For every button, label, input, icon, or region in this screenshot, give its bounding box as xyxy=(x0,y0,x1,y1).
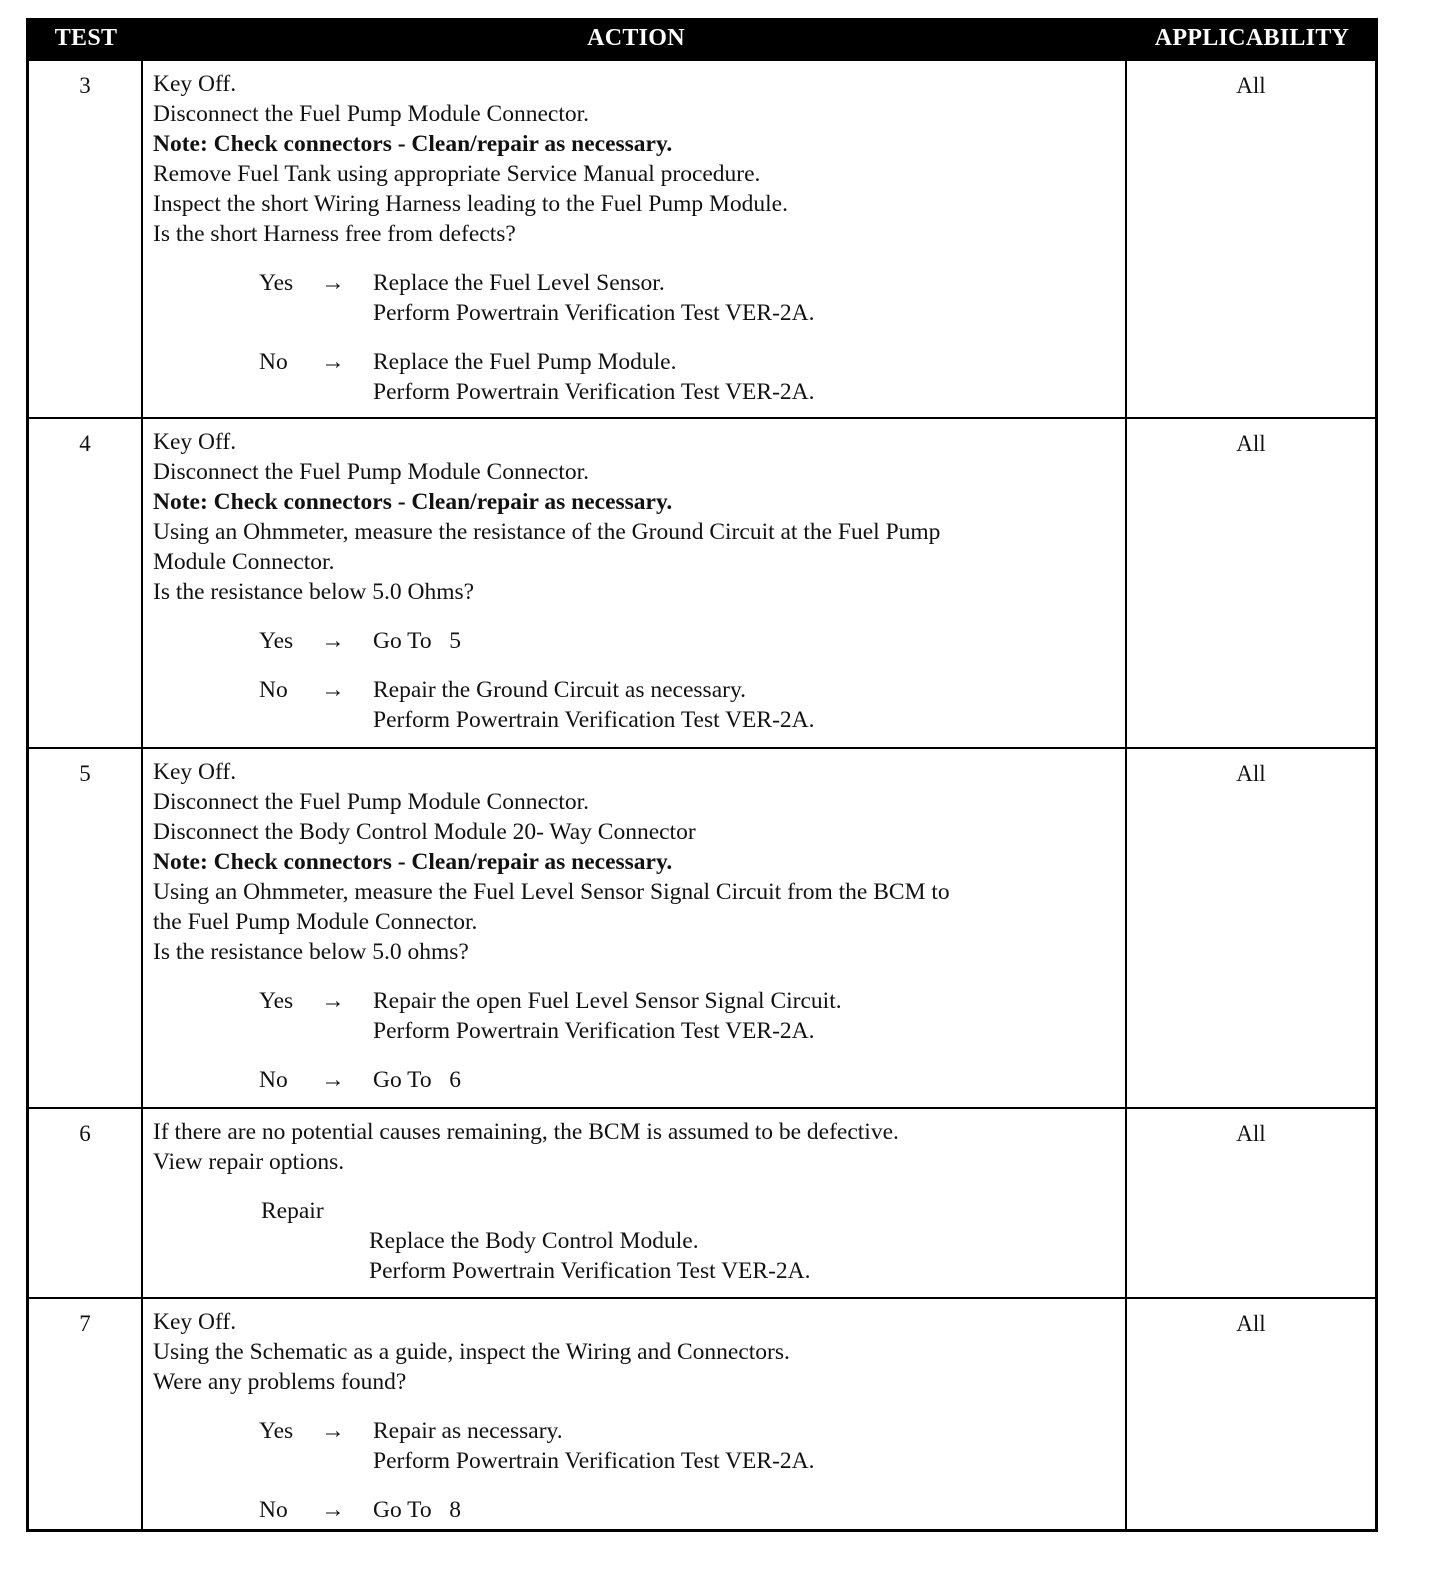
yes-response xyxy=(153,626,1125,656)
arrow-right-icon: → xyxy=(321,1418,345,1444)
test-number: 7 xyxy=(29,1299,143,1529)
action-line: Using an Ohmmeter, measure the Fuel Level Sensor Signal Circuit from the BCM to xyxy=(153,879,950,905)
test-row-7 xyxy=(29,1297,1375,1529)
no-label: No xyxy=(259,1067,288,1093)
yes-response xyxy=(153,986,1125,1016)
no-action-cont: Perform Powertrain Verification Test VER-2A. xyxy=(373,707,815,733)
action-line: Key Off. xyxy=(153,71,237,97)
arrow-right-icon: → xyxy=(321,1067,345,1093)
yes-action: Repair as necessary. xyxy=(373,1418,563,1444)
action-line: Key Off. xyxy=(153,759,237,785)
action-line: If there are no potential causes remaining, the BCM is assumed to be defective. xyxy=(153,1119,899,1145)
action-line: Inspect the short Wiring Harness leading to the Fuel Pump Module. xyxy=(153,191,788,217)
arrow-right-icon: → xyxy=(321,270,345,296)
action-line: Using the Schematic as a guide, inspect the Wiring and Connectors. xyxy=(153,1339,790,1365)
arrow-right-icon: → xyxy=(321,628,345,654)
yes-action-cont: Perform Powertrain Verification Test VER-2A. xyxy=(373,1018,815,1044)
action-question: Were any problems found? xyxy=(153,1369,407,1395)
test-row-3 xyxy=(29,59,1375,417)
no-response xyxy=(153,675,1125,705)
arrow-right-icon: → xyxy=(321,1497,345,1523)
header-applicability: APPLICABILITY xyxy=(1154,25,1350,51)
action-cell xyxy=(145,419,1127,747)
no-label: No xyxy=(259,349,288,375)
no-label: No xyxy=(259,677,288,703)
action-cell xyxy=(145,1109,1127,1297)
repair-label: Repair xyxy=(261,1198,324,1224)
test-row-4 xyxy=(29,417,1375,747)
yes-label: Yes xyxy=(259,988,294,1014)
yes-action: Replace the Fuel Level Sensor. xyxy=(373,270,665,296)
yes-label: Yes xyxy=(259,1418,294,1444)
test-row-5 xyxy=(29,747,1375,1107)
no-action: Repair the Ground Circuit as necessary. xyxy=(373,677,747,703)
no-action: Go To 6 xyxy=(373,1067,462,1093)
action-question: Is the resistance below 5.0 ohms? xyxy=(153,939,469,965)
action-line: Key Off. xyxy=(153,1309,237,1335)
yes-label: Yes xyxy=(259,628,294,654)
yes-action-cont: Perform Powertrain Verification Test VER-2A. xyxy=(373,300,815,326)
applicability-cell: All xyxy=(1236,73,1266,98)
applicability-cell: All xyxy=(1236,1311,1266,1336)
repair-action-cont: Perform Powertrain Verification Test VER-2A. xyxy=(369,1258,811,1284)
action-cell xyxy=(145,61,1127,417)
action-cell xyxy=(145,749,1127,1107)
arrow-right-icon: → xyxy=(321,988,345,1014)
applicability-cell: All xyxy=(1236,431,1266,456)
action-line: Module Connector. xyxy=(153,549,335,575)
test-number: 6 xyxy=(29,1109,143,1297)
action-line: Disconnect the Fuel Pump Module Connector. xyxy=(153,459,590,485)
test-number: 4 xyxy=(29,419,143,747)
action-line: Disconnect the Fuel Pump Module Connector. xyxy=(153,101,590,127)
test-number: 5 xyxy=(29,749,143,1107)
header-test: TEST xyxy=(54,25,118,51)
no-label: No xyxy=(259,1497,288,1523)
action-line: Using an Ohmmeter, measure the resistance of the Ground Circuit at the Fuel Pump xyxy=(153,519,941,545)
action-note: Note: Check connectors - Clean/repair as necessary. xyxy=(153,131,673,157)
action-line: Key Off. xyxy=(153,429,237,455)
yes-action: Repair the open Fuel Level Sensor Signal Circuit. xyxy=(373,988,842,1014)
arrow-right-icon: → xyxy=(321,677,345,703)
no-action: Go To 8 xyxy=(373,1497,462,1523)
no-action: Replace the Fuel Pump Module. xyxy=(373,349,677,375)
action-question: Is the resistance below 5.0 Ohms? xyxy=(153,579,475,605)
test-number: 3 xyxy=(29,61,143,417)
arrow-right-icon: → xyxy=(321,349,345,375)
action-cell xyxy=(145,1299,1127,1529)
yes-response xyxy=(153,268,1125,298)
yes-action: Go To 5 xyxy=(373,628,462,654)
diagnostic-table xyxy=(26,18,1378,1532)
repair-action: Replace the Body Control Module. xyxy=(369,1228,699,1254)
action-line: the Fuel Pump Module Connector. xyxy=(153,909,478,935)
action-line: Remove Fuel Tank using appropriate Service Manual procedure. xyxy=(153,161,761,187)
action-question: Is the short Harness free from defects? xyxy=(153,221,516,247)
applicability-cell: All xyxy=(1236,1121,1266,1146)
header-action: ACTION xyxy=(587,25,685,51)
no-response xyxy=(153,347,1125,377)
action-line: Disconnect the Fuel Pump Module Connector. xyxy=(153,789,590,815)
action-line: View repair options. xyxy=(153,1149,345,1175)
test-row-6 xyxy=(29,1107,1375,1297)
applicability-cell: All xyxy=(1236,761,1266,786)
no-response xyxy=(153,1065,1125,1095)
yes-label: Yes xyxy=(259,270,294,296)
yes-action-cont: Perform Powertrain Verification Test VER-2A. xyxy=(373,1448,815,1474)
action-line: Disconnect the Body Control Module 20- Way Connector xyxy=(153,819,696,845)
action-note: Note: Check connectors - Clean/repair as necessary. xyxy=(153,489,673,515)
no-action-cont: Perform Powertrain Verification Test VER-2A. xyxy=(373,379,815,405)
no-response xyxy=(153,1495,1125,1525)
yes-response xyxy=(153,1416,1125,1446)
action-note: Note: Check connectors - Clean/repair as necessary. xyxy=(153,849,673,875)
table-header xyxy=(29,21,1375,59)
